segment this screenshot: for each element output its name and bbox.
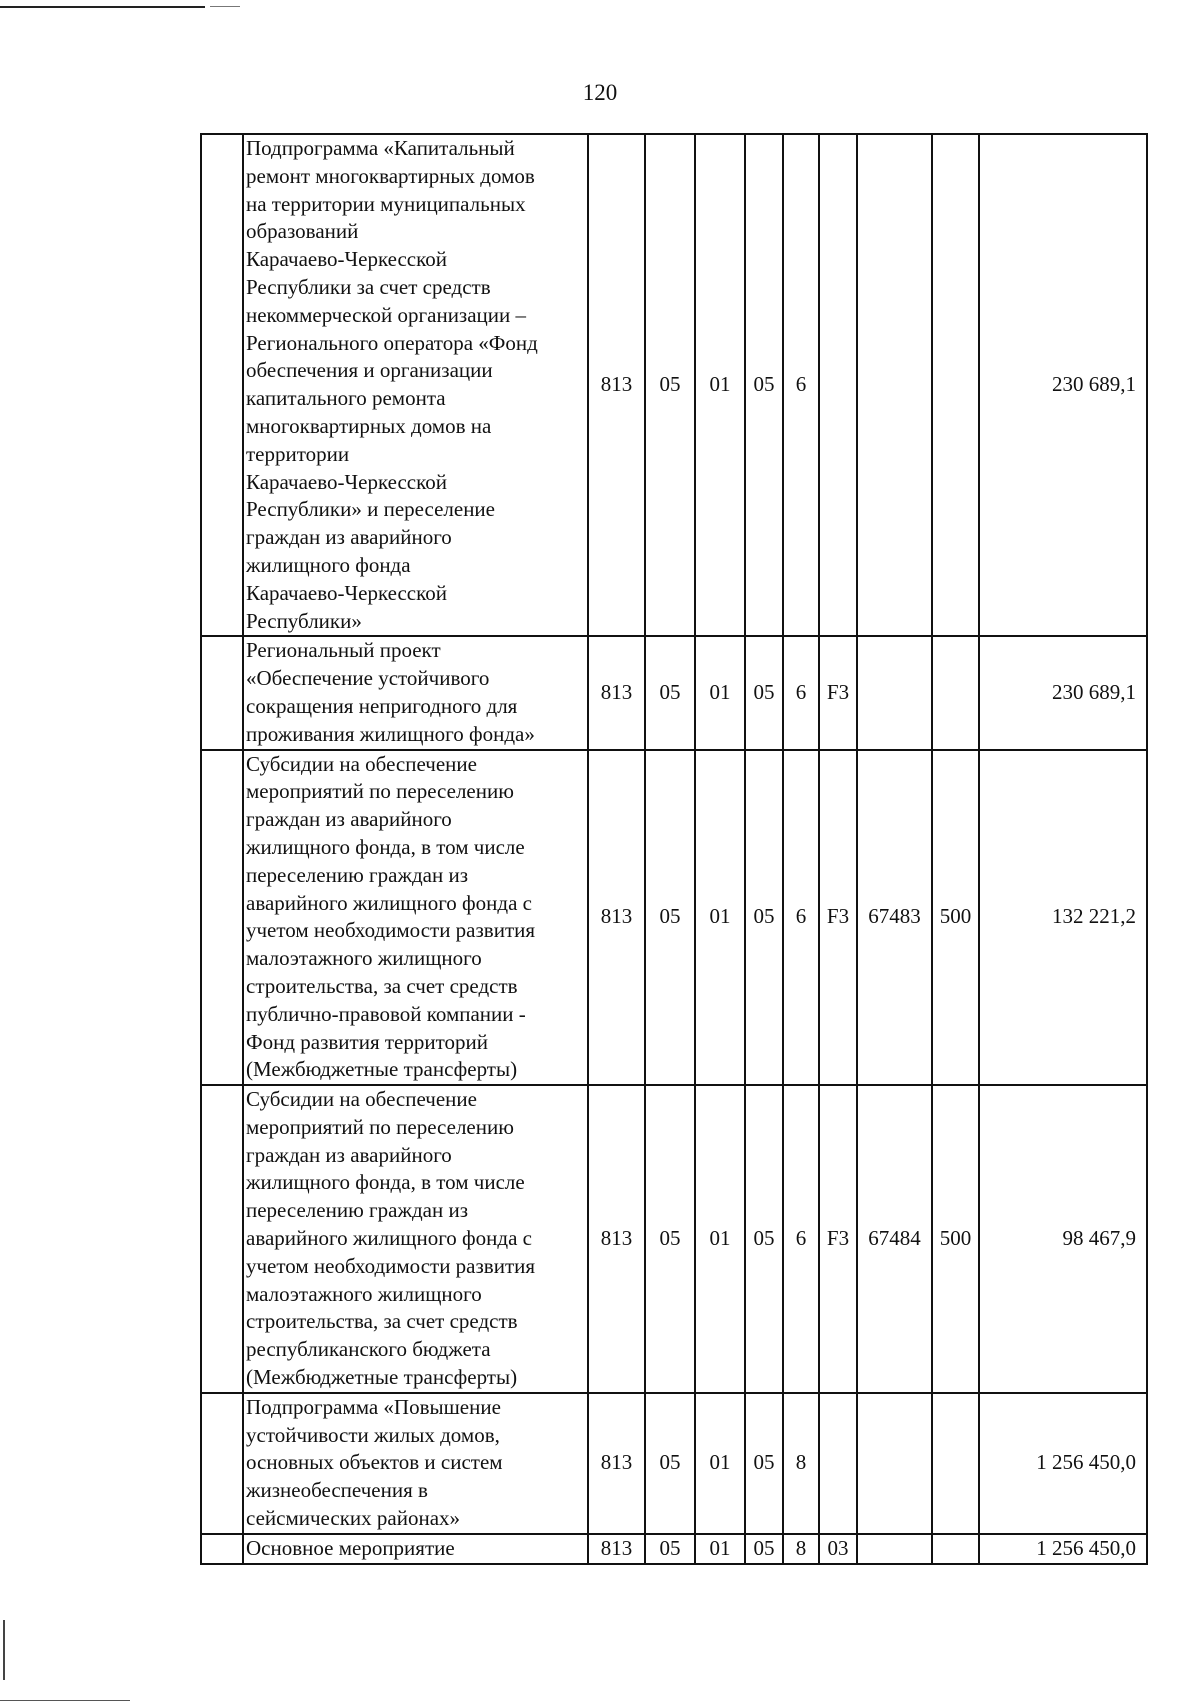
- section-code-cell: 05: [645, 636, 695, 749]
- subsection-code-cell: 01: [695, 750, 745, 1086]
- sum-cell: 1 256 450,0: [979, 1534, 1147, 1564]
- direction-code-cell: [857, 134, 932, 636]
- subsection-code-cell: 01: [695, 1393, 745, 1534]
- sum-cell: 132 221,2: [979, 750, 1147, 1086]
- program-code-cell: 05: [745, 1085, 783, 1393]
- subsection-code-cell: 01: [695, 1534, 745, 1564]
- scan-edge-line: [210, 6, 240, 7]
- item-name-text: Региональный проект «Обеспечение устойчивого сокращения непригодного для проживания жилищного фонда»: [246, 638, 535, 746]
- subprogram-code-cell: 6: [783, 1085, 819, 1393]
- program-code-cell: 05: [745, 134, 783, 636]
- row-number-cell: [201, 750, 243, 1086]
- direction-code-cell: [857, 636, 932, 749]
- subsection-code-cell: 01: [695, 636, 745, 749]
- sum-cell: 230 689,1: [979, 636, 1147, 749]
- item-name-text: Подпрограмма «Повышение устойчивости жилых домов, основных объектов и систем жизнеобеспечения в сейсмических районах»: [246, 1394, 503, 1531]
- expense-type-cell: [932, 1393, 979, 1534]
- table-row: [201, 1393, 1147, 1534]
- program-code-cell: 05: [745, 750, 783, 1086]
- ministry-code-cell: 813: [588, 1085, 645, 1393]
- expense-type-cell: 500: [932, 750, 979, 1086]
- subprogram-code-cell: 6: [783, 750, 819, 1086]
- project-code-cell: [819, 134, 857, 636]
- row-number-cell: [201, 636, 243, 749]
- scan-edge-mark: [3, 1620, 5, 1680]
- project-code-cell: F3: [819, 636, 857, 749]
- sum-cell: 98 467,9: [979, 1085, 1147, 1393]
- scan-edge-line: [0, 1700, 130, 1701]
- project-code-cell: F3: [819, 1085, 857, 1393]
- subprogram-code-cell: 6: [783, 636, 819, 749]
- scan-edge-line: [0, 6, 205, 8]
- item-name-cell: [243, 134, 588, 636]
- section-code-cell: 05: [645, 1534, 695, 1564]
- page-number: 120: [582, 80, 618, 105]
- sum-cell: 230 689,1: [979, 134, 1147, 636]
- section-code-cell: 05: [645, 1085, 695, 1393]
- section-code-cell: 05: [645, 1393, 695, 1534]
- section-code-cell: 05: [645, 134, 695, 636]
- item-name-cell: [243, 1085, 588, 1393]
- program-code-cell: 05: [745, 1534, 783, 1564]
- ministry-code-cell: 813: [588, 750, 645, 1086]
- row-number-cell: [201, 1085, 243, 1393]
- ministry-code-cell: 813: [588, 1534, 645, 1564]
- expense-type-cell: 500: [932, 1085, 979, 1393]
- expense-type-cell: [932, 636, 979, 749]
- subprogram-code-cell: 8: [783, 1393, 819, 1534]
- subsection-code-cell: 01: [695, 1085, 745, 1393]
- subsection-code-cell: 01: [695, 134, 745, 636]
- ministry-code-cell: 813: [588, 636, 645, 749]
- item-name-text: Субсидии на обеспечение мероприятий по переселению граждан из аварийного жилищного фонда, в том числе переселению граждан из аварийного жилищного фонда с учетом необходимости развития малоэтажного жилищного строительства, за счет средств публично-правовой компании - Фонд развития территорий (Межбюджетные трансферты): [246, 751, 536, 1082]
- direction-code-cell: 67484: [857, 1085, 932, 1393]
- table-row: [201, 750, 1147, 1086]
- row-number-cell: [201, 1534, 243, 1564]
- row-number-cell: [201, 134, 243, 636]
- item-name-cell: [243, 636, 588, 749]
- table-row: [201, 1534, 1147, 1564]
- item-name-cell: [243, 1534, 588, 1564]
- ministry-code-cell: 813: [588, 1393, 645, 1534]
- row-number-cell: [201, 1393, 243, 1534]
- program-code-cell: 05: [745, 636, 783, 749]
- direction-code-cell: [857, 1534, 932, 1564]
- subprogram-code-cell: 8: [783, 1534, 819, 1564]
- table-row: [201, 636, 1147, 749]
- table-row: [201, 134, 1147, 636]
- direction-code-cell: 67483: [857, 750, 932, 1086]
- direction-code-cell: [857, 1393, 932, 1534]
- project-code-cell: [819, 1393, 857, 1534]
- project-code-cell: 03: [819, 1534, 857, 1564]
- item-name-cell: [243, 750, 588, 1086]
- table-row: [201, 1085, 1147, 1393]
- item-name-cell: [243, 1393, 588, 1534]
- section-code-cell: 05: [645, 750, 695, 1086]
- expense-type-cell: [932, 134, 979, 636]
- ministry-code-cell: 813: [588, 134, 645, 636]
- project-code-cell: F3: [819, 750, 857, 1086]
- budget-table: [200, 133, 1148, 1565]
- item-name-text: Субсидии на обеспечение мероприятий по переселению граждан из аварийного жилищного фонда, в том числе переселению граждан из аварийного жилищного фонда с учетом необходимости развития малоэтажного жилищного строительства, за счет средств республиканского бюджета (Межбюджетные трансферты): [246, 1087, 536, 1390]
- subprogram-code-cell: 6: [783, 134, 819, 636]
- expense-type-cell: [932, 1534, 979, 1564]
- item-name-text: Подпрограмма «Капитальный ремонт многоквартирных домов на территории муниципальных образований Карачаево-Черкесской Республики за счет средств некоммерческой организации – Регионального оператора «Фонд обеспечения и организации капитального ремонта многоквартирных домов на территории Карачаево-Черкесской Республики» и переселение граждан из аварийного жилищного фонда Карачаево-Черкесской Республики»: [246, 136, 538, 633]
- sum-cell: 1 256 450,0: [979, 1393, 1147, 1534]
- item-name-text: Основное мероприятие: [246, 1535, 455, 1560]
- program-code-cell: 05: [745, 1393, 783, 1534]
